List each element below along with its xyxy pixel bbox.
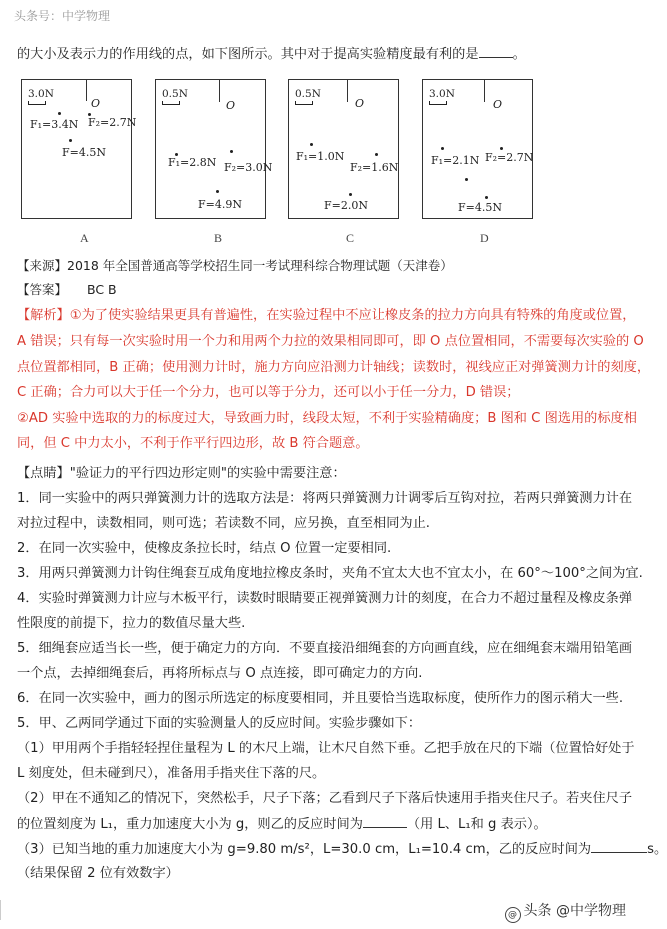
intro-end: 。: [512, 47, 526, 62]
f2-dot: [375, 153, 378, 156]
f2-dot: [230, 150, 233, 153]
answer-blank: [479, 45, 513, 58]
f1-label: F₁=2.8N: [168, 156, 217, 169]
analysis-line-2: A 错误；只有每一次实验时用一个力和用两个力拉的效果相同即可，即 O 点位置相同，不需要每次实验的 O: [17, 334, 644, 349]
answer-blank-2: [363, 815, 407, 828]
f-label: F=4.5N: [458, 201, 502, 214]
figure-a: [21, 79, 137, 219]
answer-blank-3: [591, 840, 647, 853]
q5-p2b-pre: 的位置刻度为 L₁，重力加速度大小为 g，则乙的反应时间为: [17, 817, 363, 832]
note-4b: 性限度的前提下，拉力的数值尽量大些.: [17, 616, 246, 631]
f1-dot: [310, 143, 313, 146]
q5-p3a: [17, 840, 667, 859]
caption-b: B: [214, 231, 223, 245]
f1-label: F₁=3.4N: [30, 118, 79, 131]
q5-p1b: L 刻度处，但未碰到尺），准备用手指夹住下落的尺。: [17, 766, 326, 781]
scale-label: 3.0N: [28, 88, 54, 100]
note-6: 6．在同一次实验中，画力的图示所选定的标度要相同，并且要恰当选取标度，使所作力的图示稍大一些.: [17, 691, 624, 706]
f2-dot: [500, 147, 503, 150]
scale-label: 0.5N: [162, 88, 188, 100]
scale-label: 0.5N: [295, 88, 321, 100]
note-3: 3．用两只弹簧测力计钩住绳套互成角度地拉橡皮条时，夹角不宜太大也不宜太小，在 60°～100°之间为宜.: [17, 566, 643, 581]
caption-a: A: [80, 231, 89, 245]
q5-p2b: [17, 815, 547, 834]
caption-d: D: [480, 231, 489, 245]
q5-p1a: （1）甲用两个手指轻轻捏住量程为 L 的木尺上端，让木尺自然下垂。乙把手放在尺的下端（位置恰好处于: [17, 741, 635, 756]
note-2: 2．在同一次实验中，使橡皮条拉长时，结点 O 位置一定要相同.: [17, 541, 392, 556]
analysis-line-4: C 正确；合力可以大于任一个分力，也可以等于分力，还可以小于任一分力，D 错误；: [17, 385, 520, 400]
f-label: F=4.9N: [198, 198, 242, 211]
f2-label: F₂=2.7N: [88, 116, 137, 129]
page-corner: [0, 900, 11, 920]
figure-c: [288, 79, 399, 219]
f2-label: F₂=1.6N: [350, 161, 399, 174]
rope-line: [86, 80, 87, 101]
f1-label: F₁=1.0N: [296, 150, 345, 163]
answer-value: BC B: [87, 282, 117, 297]
intro-line: [17, 45, 526, 64]
watermark-text: 头条 @中学物理: [523, 903, 626, 919]
intro-text: 的大小及表示力的作用线的点，如下图所示。其中对于提高实验精度最有利的是: [17, 47, 479, 62]
scale-bar: [429, 101, 447, 105]
point-o: O: [91, 97, 101, 110]
point-o: O: [355, 97, 365, 110]
f1-label: F₁=2.1N: [431, 154, 480, 167]
f2-label: F₂=3.0N: [224, 161, 273, 174]
f-dot: [216, 190, 219, 193]
f1-dot: [58, 112, 61, 115]
f-dot-2: [485, 196, 488, 199]
caption-c: C: [346, 231, 355, 245]
notes-title: 【点睛】"验证力的平行四边形定则"的实验中需要注意：: [17, 466, 346, 481]
rope-line: [484, 80, 485, 102]
analysis-line-5: ②AD 实验中选取的力的标度过大，导致画力时，线段太短，不利于实验精确度；B 图和 C 图选用的标度相: [17, 411, 637, 426]
note-4a: 4．实验时弹簧测力计应与木板平行，读数时眼睛要正视弹簧测力计的刻度，在合力不超过量程及橡皮条弹: [17, 591, 633, 606]
scale-bar: [162, 101, 180, 105]
source-line: 【来源】2018 年全国普通高等学校招生同一考试理科综合物理试题（天津卷）: [17, 258, 453, 273]
q5-p2b-post: （用 L、L₁和 g 表示）。: [406, 817, 547, 832]
f-label: F=4.5N: [62, 146, 106, 159]
note-5a: 5．细绳套应适当长一些，便于确定力的方向．不要直接沿细绳套的方向画直线，应在细绳套末端用铅笔画: [17, 641, 633, 656]
answer-label: 【答案】: [17, 282, 68, 297]
scale-bar: [295, 101, 313, 105]
analysis-line-1: 【解析】①为了使实验结果更具有普遍性，在实验过程中不应让橡皮条的拉力方向具有特殊的角度或位置，: [17, 308, 636, 323]
note-5b: 一个点，去掉细绳套后，再将所标点与 O 点连接，即可确定力的方向.: [17, 666, 423, 681]
f2-label: F₂=2.7N: [485, 151, 534, 164]
watermark: [505, 900, 626, 923]
point-o: O: [226, 99, 236, 112]
analysis-line-3: 点位置都相同，B 正确；使用测力计时，施力方向应沿测力计轴线；读数时，视线应正对弹簧测力计的刻度，: [17, 360, 651, 375]
point-o: O: [493, 98, 503, 111]
rope-line: [347, 80, 348, 102]
figure-d: [422, 79, 533, 219]
at-icon: @: [505, 907, 521, 923]
q5-p3b: （结果保留 2 位有效数字）: [17, 866, 179, 881]
analysis-line-6: 同，但 C 中力太小，不利于作平行四边形，故 B 符合题意。: [17, 436, 369, 451]
scale-label: 3.0N: [429, 88, 455, 100]
q5-p2a: （2）甲在不通知乙的情况下，突然松手，尺子下落；乙看到尺子下落后快速用手指夹住尺子。若夹住尺子: [17, 791, 633, 806]
f-dot: [349, 193, 352, 196]
f-dot: [69, 139, 72, 142]
answer-line: [17, 281, 117, 299]
f-dot: [465, 178, 468, 181]
note-1b: 对拉过程中，读数相同，则可选；若读数不同，应另换，直至相同为止.: [17, 516, 431, 531]
figure-b: [155, 79, 273, 219]
f-label: F=2.0N: [324, 199, 368, 212]
q5-p3a-post: s。: [647, 842, 667, 857]
f1-dot: [441, 147, 444, 150]
q5-p3a-pre: （3）已知当地的重力加速度大小为 g=9.80 m/s²，L=30.0 cm，L₁=10.4 cm，乙的反应时间为: [17, 842, 592, 857]
header-source: 头条号：中学物理: [14, 9, 111, 23]
note-1a: 1．同一实验中的两只弹簧测力计的选取方法是：将两只弹簧测力计调零后互钩对拉，若两只弹簧测力计在: [17, 491, 633, 506]
scale-bar: [28, 101, 46, 105]
q5-title: 5．甲、乙两同学通过下面的实验测量人的反应时间。实验步骤如下：: [17, 716, 422, 731]
rope-line: [219, 80, 220, 102]
